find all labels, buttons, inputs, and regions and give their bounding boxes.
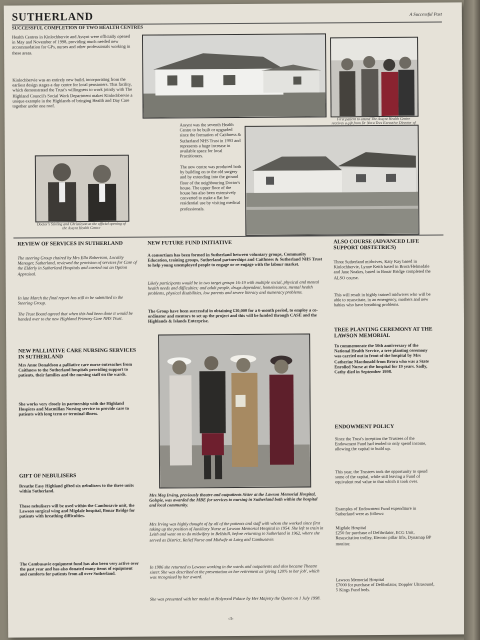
opening-photo [330, 37, 419, 118]
palliative-p1: Mrs Anne Donaldson a palliative care nurse outreaches from Caithness to the Sutherland hospitals providing support to patients, their families and the nursing staff on the wards. [18, 361, 132, 378]
mbe-caption: Mrs Meg Irving, previously theatre and outpatients Sister at the Lawson Memorial Hospital, Golspie, was awarded the MBE for services to nursing in Sutherland both within the hospital and local community. [149, 491, 318, 509]
review-p3: The Trust Board agreed that when this had been done it would be handed over to the new Highland Primary Care NHS Trust. [17, 310, 133, 322]
health-centres-col1-p1: Health Centres in Kinlochbervie and Assynt were officially opened in May and November of 1998, providing much needed new accommodation for GPs, nurses and other professionals working in these areas. [12, 33, 131, 56]
newspaper-page [4, 2, 466, 637]
endowment-p2: This year, the Trustees took the opportunity to spend some of the capital, while still leaving a Fund of equivalent real value to that which it took over. [335, 468, 428, 485]
health-centres-col2-p2: The new centre was produced both by building on to the old surgery and by extending into the ground floor of the neighbouring Doctor's house. The upper floor of the house has also been extensively converted to make a flat for residential use by visiting medical professionals. [179, 163, 242, 212]
doctors-caption: Doctor's Stirling and Christieson at the official opening of the Assynt Health Centre [36, 221, 126, 231]
future-fund-p2: Likely participants would be in two target groups 16-19 with multiple social, physical and mental health needs and difficulties; and adult people, drugs dependent, homelessness, mental health problems, physical disabilities, low parents and severe literacy and numeracy problems. [147, 279, 320, 297]
section-rule [13, 235, 443, 239]
aldo-heading: ALSO COURSE (ADVANCED LIFE SUPPORT OBSTETRICS) [333, 238, 420, 252]
page-tagline: A Successful Past [409, 11, 442, 17]
assynt-illustration [246, 126, 419, 235]
health-centre-photo [142, 33, 327, 118]
mbe-p3: She was presented with her medal at Holyrood Palace by Her Majesty the Queen on 1 July 1998. [149, 595, 321, 602]
mbe-p1: Mrs Irving was highly thought of by all of the patients and staff with whom she worked since first taking up the position of Auxiliary Nurse at Lawson Memorial Hospital in 1954. She left to train in Leith and went on to do midwifery in Bellshill, before returning to Sutherland in 1962, where she served as District, Relief Nurse and Midwife at Lairg and Cambusavie. [149, 520, 324, 543]
mbe-photo [158, 333, 311, 488]
endowment-heading: ENDOWMENT POLICY [334, 423, 395, 431]
page-title: SUTHERLAND [11, 10, 94, 24]
review-heading: REVIEW OF SERVICES IN SUTHERLAND [17, 240, 123, 248]
review-p1: The steering Group chaired by Mrs Ella Robertson, Locality Manager, Sutherland, reviewed the provision of services for Care of the Elderly in Sutherland Hospitals and carried out an Option Appraisal. [17, 254, 137, 277]
future-fund-heading: NEW FUTURE FUND INITIATIVE [147, 240, 232, 247]
endowment-migdale: Migdale Hospital £250 for purchase of Defibrilator, ECG Unit, Resuscitation trolley, Electric pillar lifts, Dynamap BP monitor. [335, 525, 432, 546]
future-fund-p3: The Group have been successful in obtaining £30,000 for a 6-month period, to employ a co-ordinator and mentors to set up the project and this will be funded through CASE and the Highlands & Islands Enterprise. [147, 307, 318, 325]
endowment-lawson: Lawson Memorial Hospital £7000 for purchase of Defibrilator, Doppler Ultrasound, 5 Kings Fund beds. [335, 576, 435, 593]
mbe-illustration [159, 334, 310, 487]
opening-caption: First patient to attend The Assynt Health Centre receives a gift from Dr Nora Tees Executive Director of [331, 116, 416, 126]
nebulisers-p3: The Cambusavie equipment fund has also been very active over the past year and has also donated many items of equipment and comforts for patients from all over Sutherland. [19, 560, 139, 577]
health-centres-col2-p1: Assynt was the seventh Health Centre to be built or upgraded since the formation of Caithness & Sutherland NHS Trust in 1993 and represents a huge increase in available space for local Practitioners. [179, 122, 242, 159]
health-centres-col1-p2: Kinlochbervie was an entirely new build, incorporating from the earliest design stages a day centre for local pensioners. This facility, which demonstrated the Trust's willingness to work jointly with The Highland Council's Social Work Department makes Kinlochbervie a unique example in the Highlands of bringing Health and Day Care together under one roof. [12, 76, 133, 109]
palliative-heading: NEW PALLIATIVE CARE NURSING SERVICES IN SUTHERLAND [18, 347, 137, 361]
review-p2: In late March the final report has still to be submitted to the Steering Group. [17, 294, 124, 306]
tree-heading: TREE PLANTING CEREMONY AT THE LAWSON MEMORIAL [334, 326, 433, 340]
mbe-p2: In 1986 she returned to Lawson working in the wards and outpatients and also became Theatre sister. She was described at the presentation as her retirement as 'giving 120% to her job', which was recognised by her award. [149, 563, 320, 581]
doctors-illustration [36, 156, 128, 222]
nebulisers-p1: Breathe Easy Highland gifted six nebulisers to the three units within Sutherland. [19, 482, 134, 494]
page-edge [464, 0, 480, 640]
nebulisers-heading: GIFT OF NEBULISERS [19, 473, 77, 480]
endowment-p3: Examples of Endowment Fund expenditure in Sutherland were as follows: [335, 505, 417, 517]
future-fund-p1: A consortium has been formed in Sutherland between voluntary groups, Community Education, training groups, Sutherland partnerships and Caithness & Sutherland NHS Trust to help young unemployed people to engage or re-engage with the labour market. [147, 251, 323, 269]
endowment-p1: Since the Trust's inception the Trustees of the Endowment Fund had tended to only spend income, allowing the capital to build up. [334, 435, 427, 452]
aldo-p2: This will result in highly trained midwives who will be able to resuscitate, in an emergency, mothers and new babies who have breathing problems. [333, 291, 431, 308]
nebulisers-p2: These nebulisers will be used within the Cambusavie unit, the Lawson surgical wing and Migdale hospital, Bonar Bridge for patients with breathing difficulties. [19, 502, 135, 519]
tree-p1: To commemorate the 50th anniversary of the National Health Service, a tree planting ceremony was carried out in front of the hospital by Mrs Catherine Macdonald from Brora who was a State Enrolled Nurse at the hospital for 19 years. Sadly, Cathy died in September 1998. [334, 342, 429, 375]
opening-illustration [331, 38, 418, 117]
doctors-photo [35, 155, 129, 223]
page-number: -3- [228, 616, 234, 622]
article-subtitle: SUCCESSFUL COMPLETION OF TWO HEALTH CENTRES [11, 25, 144, 32]
building-illustration [143, 34, 326, 117]
aldo-p1: Three Sutherland midwives, Katy Kay based in Kinlochbervie, Lynne Keith based in Brora/Helmsdale and Jane Noakes, based in Bonar Bridge completed the ALSO course. [333, 258, 431, 280]
palliative-p2: She works very closely in partnership with the Highland Hospices and Macmillan Nursing service to provide care to patients with long term or terminal illness. [18, 400, 129, 417]
assynt-building-photo [245, 125, 420, 236]
